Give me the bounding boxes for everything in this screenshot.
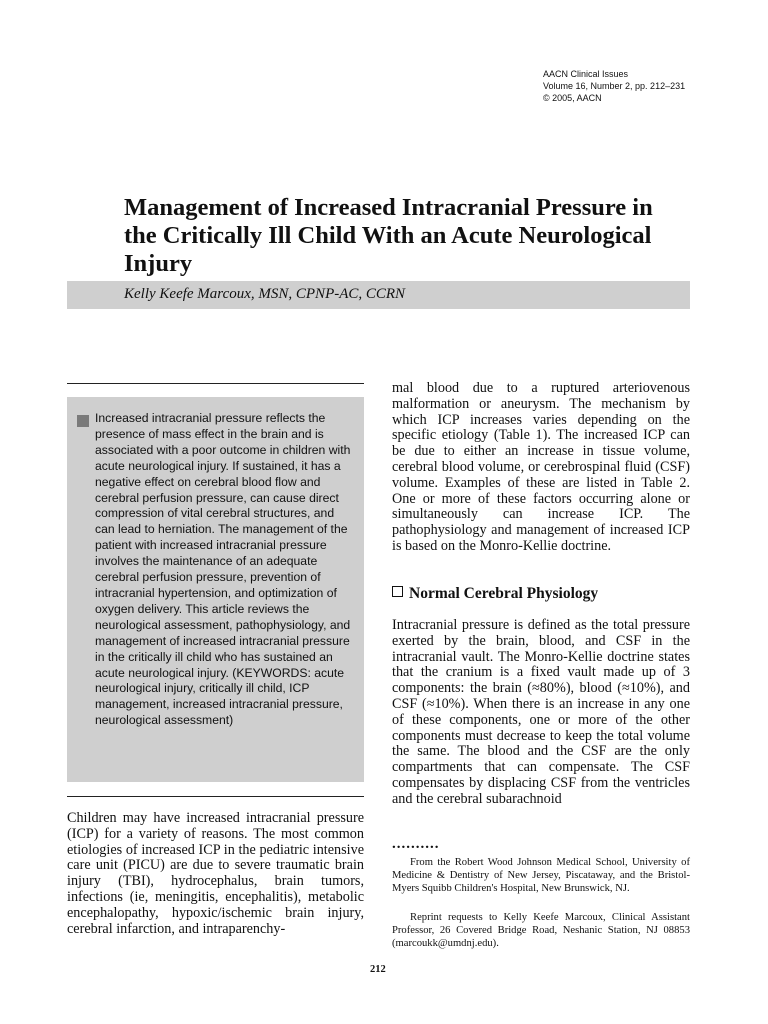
body-paragraph-left: Children may have increased intracranial pressure (ICP) for a variety of reasons. The most common etiologies of increased ICP in the pediatric intensive care unit (PICU) are due to severe traumatic brain injury (TBI), hydrocephalus, brain tumors, infections (ie, meningitis, encephalitis), metabolic encephalopathy, hypoxic/ischemic brain injury, cerebral infarction, and intraparenchy- — [67, 810, 364, 937]
journal-copyright: © 2005, AACN — [543, 93, 602, 103]
abstract-box — [67, 397, 364, 782]
abstract-text: Increased intracranial pressure reflects the presence of mass effect in the brain and is associated with a poor outcome in children with acute neurological injury. If sustained, it has a negative effect on cerebral blood flow and cerebral perfusion pressure, can cause direct compression of vital cerebral structures, and can lead to herniation. The management of the patient with increased intracranial pressure involves the maintenance of an adequate cerebral perfusion pressure, prevention of intracranial hypertension, and optimization of oxygen delivery. This article reviews the neurological assessment, pathophysiology, and management of increased intracranial pressure in the critically ill child who has sustained an acute neurological injury. (KEYWORDS: acute neurological injury, critically ill child, ICP management, increased intracranial pressure, neurological assessment) — [95, 411, 351, 728]
author-line: Kelly Keefe Marcoux, MSN, CPNP-AC, CCRN — [124, 286, 406, 302]
footnote-affiliation: From the Robert Wood Johnson Medical School, University of Medicine & Dentistry of New Jersey, Piscataway, and the Bristol-Myers Squibb Children's Hospital, New Brunswick, NJ. — [392, 857, 690, 895]
section-heading-box-icon — [392, 586, 403, 597]
journal-volume: Volume 16, Number 2, pp. 212–231 — [543, 81, 686, 91]
abstract-top-rule — [67, 383, 364, 384]
body-paragraph-right-2: Intracranial pressure is defined as the total pressure exerted by the brain, blood, and CSF in the intracranial vault. The Monro-Kellie doctrine states that the cranium is a fixed vault made up of 3 components: the brain (≈80%), blood (≈10%), and CSF (≈10%). When there is an increase in any one of these components, one or more of the other components must decrease to keep the total volume the same. The blood and the CSF are the only compartments that can compensate. The CSF compensates by displacing CSF from the ventricles and the cerebral subarachnoid — [392, 617, 690, 807]
author-bar — [67, 281, 690, 309]
section-heading — [392, 585, 598, 603]
body-paragraph-right-1: mal blood due to a ruptured arteriovenous malformation or aneurysm. The mechanism by which ICP increases varies depending on the specific etiology (Table 1). The increased ICP can be due to either an increase in tissue volume, cerebral blood volume, or cerebrospinal fluid (CSF) volume. Examples of these are listed in Table 2. One or more of these factors occurring alone or simultaneously can increase ICP. The pathophysiology and management of increased ICP is based on the Monro-Kellie doctrine. — [392, 380, 690, 554]
journal-citation — [543, 68, 685, 104]
footnote-reprints: Reprint requests to Kelly Keefe Marcoux, Clinical Assistant Professor, 26 Covered Bridge Road, Neshanic Station, NJ 08853 (marcoukk@umdnj.edu). — [392, 912, 690, 950]
footnote-separator: .......... — [392, 836, 440, 852]
page-number: 212 — [370, 964, 386, 975]
abstract-bullet-icon — [77, 415, 89, 427]
section-heading-text: Normal Cerebral Physiology — [409, 585, 599, 602]
journal-name: AACN Clinical Issues — [543, 69, 629, 79]
article-title: Management of Increased Intracranial Pressure in the Critically Ill Child With an Acute Neurological Injury — [124, 194, 653, 277]
abstract-bottom-rule — [67, 796, 364, 797]
